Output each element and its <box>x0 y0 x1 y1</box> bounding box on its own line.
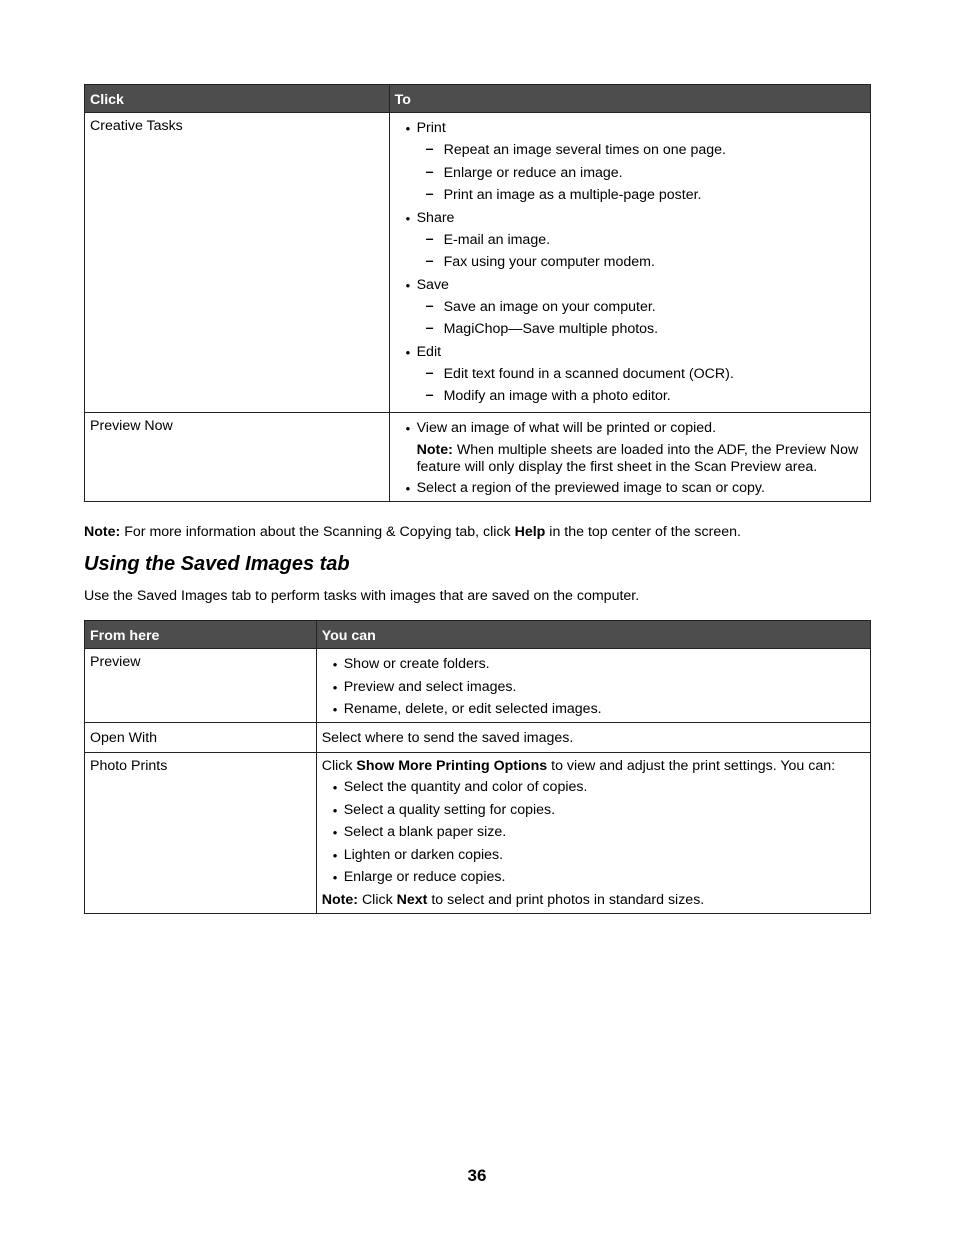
row-label-preview: Preview <box>85 649 317 723</box>
list-item: • Rename, delete, or edit selected images. <box>322 701 865 718</box>
list-item: • Select a blank paper size. <box>322 824 865 841</box>
table-row <box>85 413 871 502</box>
table-row <box>85 723 871 753</box>
list-item: – Enlarge or reduce an image. <box>417 165 865 182</box>
photo-prints-cell <box>316 753 870 914</box>
list-item: • Preview and select images. <box>322 679 865 696</box>
page-number: 36 <box>467 1166 487 1185</box>
list-item <box>395 344 865 406</box>
saved-images-table <box>84 620 871 914</box>
list-item: – Save an image on your computer. <box>417 299 865 316</box>
preview-cell <box>316 649 870 723</box>
group-title-save: Save <box>416 276 449 293</box>
list-item: • Lighten or darken copies. <box>322 847 865 864</box>
section-heading: Using the Saved Images tab <box>84 553 350 575</box>
column-header-you-can: You can <box>316 621 870 649</box>
section-intro: Use the Saved Images tab to perform tasks with images that are saved on the computer. <box>84 588 640 604</box>
creative-tasks-list <box>395 120 865 405</box>
row-label-photo-prints: Photo Prints <box>85 753 317 914</box>
list-item: – E-mail an image. <box>417 232 865 249</box>
list-item <box>395 120 865 204</box>
click-to-table <box>84 84 871 502</box>
table-row <box>85 753 871 914</box>
list-item: • Select a quality setting for copies. <box>322 802 865 819</box>
creative-tasks-cell <box>389 113 870 413</box>
column-header-to: To <box>389 85 870 113</box>
list-item: • Select the quantity and color of copies. <box>322 779 865 796</box>
row-label-open-with: Open With <box>85 723 317 753</box>
list-item: • Show or create folders. <box>322 656 865 673</box>
list-item: • Enlarge or reduce copies. <box>322 869 865 886</box>
table-row <box>85 649 871 723</box>
list-item <box>395 210 865 272</box>
list-item: – MagiChop—Save multiple photos. <box>417 321 865 338</box>
list-item: – Fax using your computer modem. <box>417 254 865 271</box>
list-item: – Repeat an image several times on one page. <box>417 142 865 159</box>
list-item: • Select a region of the previewed image to scan or copy. <box>395 480 865 497</box>
column-header-from-here: From here <box>85 621 317 649</box>
list-item <box>395 277 865 339</box>
group-title-edit: Edit <box>416 343 442 360</box>
row-label-preview-now: Preview Now <box>85 413 390 502</box>
table-header-row <box>85 621 871 649</box>
table-header-row <box>85 85 871 113</box>
table-row <box>85 113 871 413</box>
list-item: – Print an image as a multiple-page poster. <box>417 187 865 204</box>
preview-note: Note: When multiple sheets are loaded into the ADF, the Preview Now feature will only display the first sheet in the Scan Preview area. <box>416 442 859 475</box>
open-with-cell: Select where to send the saved images. <box>316 723 870 753</box>
photo-prints-intro: Click Show More Printing Options to view and adjust the print settings. You can: <box>321 758 836 774</box>
list-item: – Edit text found in a scanned document (OCR). <box>417 366 865 383</box>
scanning-note: Note: For more information about the Scanning & Copying tab, click Help in the top center of the screen. <box>84 524 741 540</box>
row-label-creative-tasks: Creative Tasks <box>85 113 390 413</box>
list-item: – Modify an image with a photo editor. <box>417 388 865 405</box>
list-item: • View an image of what will be printed or copied. <box>395 420 865 437</box>
group-title-share: Share <box>416 209 455 226</box>
column-header-click: Click <box>85 85 390 113</box>
group-title-print: Print <box>416 120 446 136</box>
photo-prints-note: Note: Click Next to select and print photos in standard sizes. <box>321 891 705 908</box>
preview-now-cell <box>389 413 870 502</box>
